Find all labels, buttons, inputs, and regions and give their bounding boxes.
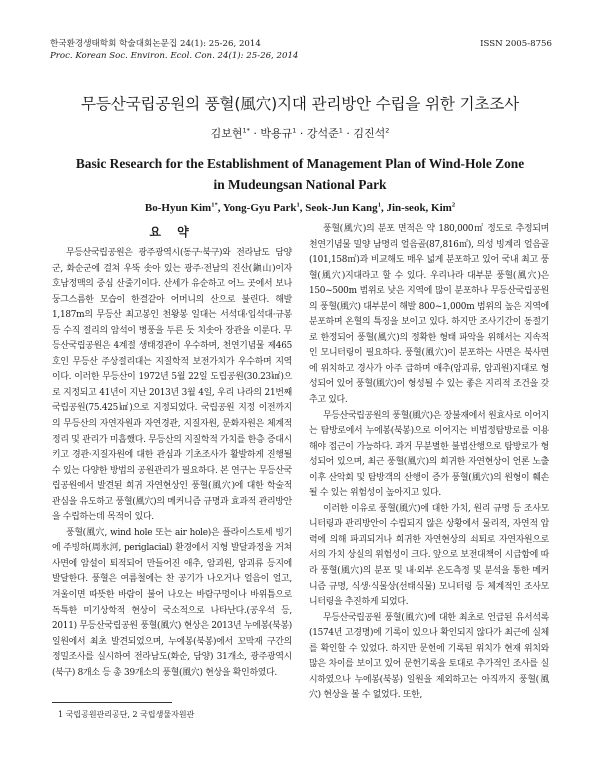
author-en-4-affiliation: 2 [451,201,456,209]
author-en-4: Jin-seok, Kim [386,202,452,214]
footnote-divider [52,702,172,703]
author-en-1: Bo-Hyun Kim [144,202,212,214]
right-column [309,222,549,704]
author-separator: · [346,127,350,140]
author-4-affiliation: 2 [385,126,390,135]
author-separator: · [253,127,257,140]
journal-citation-en: Proc. Korean Soc. Environ. Ecol. Con. 24(1): 25-26, 2014 [50,51,299,61]
author-1-affiliation: 1* [242,126,250,135]
author-en-3-affiliation: 1 [377,201,381,209]
paper-title-en-line-2: in Mudeungsan National Park [213,177,387,192]
left-column [52,222,292,681]
author-separator: · [299,127,304,140]
body-paragraph: 무등산국립공원은 광주광역시(동구·북구)와 전라남도 담양군, 화순군에 걸쳐 우뚝 솟아 있는 광주·전남의 진산(鎭山)이자 호남정맥의 중심 산줄기이다. 산세가 유순하고 어느 곳에서 보나 둥그스름한 모습이 한결같아 어머니의 산으로 불린다. 해발 1,187m의 무등산 최고봉인 천왕봉 일대는 서석대·입석대·규봉 등 수직 절리의 암석이 병풍을 두른 듯 치솟아 장관을 이룬다. 무등산국립공원은 4계절 생태경관이 우수하며, 천연기념물 제465호인 무등산 주상절리대는 지질학적 보전가치가 우수하며 지역이다. 이러한 무등산이 1972년 5월 22일 도립공원(30.23㎢)으로 지정되고 41년이 지난 2013년 3월 4일, 우리 나라의 21번째 국립공원(75.425㎢)으로 지정되었다. 국립공원 지정 이전까지의 무등산의 자연자원과 자연경관, 지질자원, 문화자원은 체계적 정리 및 관리가 미흡했다. 무등산의 지질학적 가치를 한층 증대시키고 경관·지질자원에 대한 관심과 기초조사가 활발하게 진행될 수 있는 다양한 방법의 공원관리가 필요하다. 본 연구는 무등산국립공원에서 발견된 희귀 자연현상인 풍혈(風穴)에 대한 학술적 관심을 유도하고 풍혈(風穴)의 메커니즘 규명과 효과적 관리방안을 수립하는데 목적이 있다. [52,248,292,523]
body-paragraph: 풍혈(風穴, wind hole 또는 air hole)은 플라이스토세 빙기에 주빙하(周氷河, periglacial) 환경에서 지형 발달과정을 거쳐 사면에 암설이 퇴적되어 만들어진 애추, 암괴원, 암괴류 등지에 발달한다. 풍혈은 여름철에는 찬 공기가 나오거나 얼음이 얼고, 겨울이면 따뜻한 바람이 불어 나오는 바람구멍이나 바위틈으로 독특한 미기상학적 현상이 국소적으로 나타난다.(공우석 등, 2011) 무등산국립공원 풍혈(風穴) 현상은 2013년 누에봉(북봉) 일원에서 최초 발견되었으며, 누에봉(북봉)에서 꼬막재 구간의 정밀조사를 실시하여 전라남도(화순, 담양) 31개소, 광주광역시(북구) 8개소 등 총 39개소의 풍혈(風穴) 현상을 확인하였다. [52,527,292,678]
author-4: 김진석 [353,127,386,140]
journal-citation-ko: 한국환경생태학회 학술대회논문집 24(1): 25-26, 2014 [50,39,261,49]
abstract-heading: 요 약 [149,225,195,239]
author-en-2: Yong-Gyu Park [222,202,297,214]
author-3: 강석준 [306,127,339,140]
issn: ISSN 2005-8756 [480,39,552,49]
author-2-affiliation: 1 [292,126,297,135]
running-header [50,38,552,62]
author-2: 박용규 [260,127,293,140]
paper-title-en-line-1: Basic Research for the Establishment of Management Plan of Wind-Hole Zone [75,156,525,171]
paper-title-ko: 무등산국립공원의 풍혈(風穴)지대 관리방안 수립을 위한 기초조사 [81,95,519,113]
body-paragraph: 풍혈(風穴)의 분포 면적은 약 180,000㎡ 정도로 추정되며 천연기념물 밀양 남명리 얼음골(87,816㎡), 의성 빙계리 얼음골(101,158㎡)과 비교해도 매우 넓게 분포하고 있어 국내 최고 풍혈(風穴)지대라고 할 수 있다. 우리나라 대부분 풍혈(風穴)은 150~500m 범위로 낮은 지역에 많이 분포하나 무등산국립공원의 풍혈(風穴) 대부분이 해발 800~1,000m 범위의 높은 지역에 분포하며 온혈의 특징을 보이고 있다. 하지만 조사기간이 동절기로 한정되어 풍혈(風穴)의 정확한 형태 파악을 위해서는 지속적인 모니터링이 필요하다. 풍혈(風穴)이 분포하는 사면은 북사면에 위치하고 경사가 아주 급하며 애추(암괴류, 암괴원)지대로 형성되어 있어 풍혈(風穴)이 형성될 수 있는 좋은 지리적 조건을 갖추고 있다. [309,224,549,406]
author-1: 김보현 [210,127,243,140]
affiliation-footnote: 1 국립공원관리공단, 2 국립생물자원관 [58,710,195,719]
body-paragraph: 무등산국립공원 풍혈(風穴)에 대한 최초로 언급된 유서석록(1574년 고경명)에 기록이 있으나 확인되지 않다가 최근에 실체를 확인할 수 있었다. 하지만 문헌에 기록된 위치가 현재 위치와 많은 차이를 보이고 있어 문헌기록을 토대로 추가적인 조사를 실시하였으나 누에봉(북봉) 일원을 제외하고는 아직까지 풍혈(風穴) 현상을 볼 수 없었다. 또한, [309,612,549,701]
author-en-3: Seok-Jun Kang [305,202,378,214]
author-3-affiliation: 1 [338,126,343,135]
body-paragraph: 이러한 이유로 풍혈(風穴)에 대한 가치, 원리 규명 등 조사모니터링과 관리방안이 수립되지 않은 상황에서 물리적, 자연적 압력에 의해 파괴되거나 희귀한 자연현상의 쇠퇴로 자연자원으로서의 가치 상실의 위험성이 크다. 앞으로 보전대책이 시급함에 따라 풍혈(風穴)의 분포 및 내·외부 온도측정 및 분석을 통한 메커니즘 규명, 식생·식물상(선태식물) 모니터링 등 체계적인 조사모니터링을 추진하게 되었다. [309,503,549,608]
author-list-ko [0,125,600,141]
author-en-1-affiliation: 1* [211,201,218,209]
author-en-2-affiliation: 1 [296,201,300,209]
paper-title-en [0,153,600,195]
body-paragraph: 무등산국립공원의 풍혈(風穴)은 장불재에서 원효사로 이어지는 탐방로에서 누에봉(북봉)으로 이어지는 비법정탐방로를 이용해야 접근이 가능하다. 과거 무분별한 불법산행으로 탐방로가 형성되어 있으며, 최근 풍혈(風穴)의 희귀한 자연현상이 언론 노출 이후 산악회 및 탐방객의 산행이 증가 풍혈(風穴)의 원형이 훼손될 수 있는 위험성이 높아지고 있다. [309,410,549,499]
author-list-en: Bo-Hyun Kim$^{1*}$, Yong-Gyu Park$^1$, Seok-Jun Kang$^1$, Jin-seok, Kim$^2$ [144,201,456,214]
